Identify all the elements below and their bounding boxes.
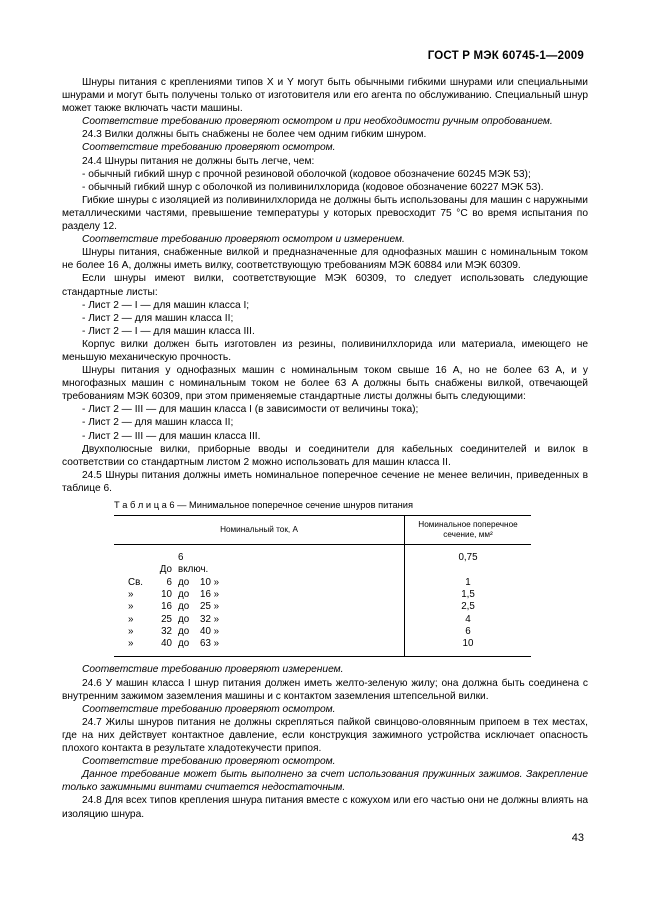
list-item: - Лист 2 — I — для машин класса III. bbox=[82, 325, 255, 337]
clause-24-6: 24.6 У машин класса I шнур питания должен иметь желто-зеленую жилу; она должна быть соединена с внутренним зажимом заземления машины и с контактом заземления штепсельной вилки. bbox=[62, 677, 588, 702]
current-range-part: 16 bbox=[161, 601, 172, 613]
current-range-part: 6 bbox=[166, 576, 172, 588]
table-row bbox=[114, 577, 531, 589]
page-number: 43 bbox=[571, 832, 584, 844]
current-range-part: 63 » bbox=[200, 638, 220, 650]
current-range-part: до bbox=[178, 625, 190, 637]
clause-24-5: 24.5 Шнуры питания должны иметь номинальное поперечное сечение не менее величин, приведенных в таблице 6. bbox=[62, 469, 588, 494]
page-body bbox=[62, 76, 588, 821]
current-range-cell bbox=[114, 577, 405, 589]
current-range-part: до bbox=[178, 588, 190, 600]
current-range-part: До bbox=[159, 564, 172, 576]
section-value-cell: 4 bbox=[465, 613, 471, 625]
current-range-cell bbox=[114, 626, 405, 638]
compliance-note: Соответствие требованию проверяют осмотром. bbox=[82, 756, 336, 768]
table-header-section: Номинальное поперечное сечение, мм² bbox=[405, 516, 532, 545]
paragraph: Гибкие шнуры с изоляцией из поливинилхлорида не должны быть использованы для машин с наружными металлическими частями, превышение температуры у которых превосходит 75 °С во время испытания по разделу 12. bbox=[62, 194, 588, 233]
section-value-cell: 10 bbox=[462, 638, 474, 650]
section-value-cell: 2,5 bbox=[461, 601, 475, 613]
current-range-part: » bbox=[128, 601, 134, 613]
current-range-part: 6 включ. bbox=[178, 552, 209, 576]
clause-24-7: 24.7 Жилы шнуров питания не должны скрепляться пайкой свинцово-оловянным припоем в тех местах, где на них действует контактное давление, если конструкция зажимного устройства исключает опасность плохого контакта в результате хладотекучести припоя. bbox=[62, 716, 588, 755]
table-body bbox=[114, 552, 531, 650]
current-range-part: до bbox=[178, 638, 190, 650]
current-range-part: » bbox=[128, 638, 134, 650]
current-range-cell bbox=[114, 589, 405, 601]
section-value-cell: 1,5 bbox=[461, 588, 475, 600]
note-paragraph: Данное требование может быть выполнено за счет использования пружинных зажимов. Закрепление только зажимными винтами считается недостаточным. bbox=[62, 769, 588, 794]
list-item: - Лист 2 — III — для машин класса III. bbox=[82, 430, 261, 442]
compliance-note: Соответствие требованию проверяют осмотром и измерением. bbox=[82, 234, 405, 246]
current-range-part: » bbox=[128, 588, 134, 600]
clause-24-4: 24.4 Шнуры питания не должны быть легче, чем: bbox=[82, 155, 315, 167]
current-range-cell bbox=[114, 601, 405, 613]
current-range-part: до bbox=[178, 576, 190, 588]
current-range-cell bbox=[114, 552, 405, 577]
list-item: - Лист 2 — для машин класса II; bbox=[82, 312, 234, 324]
clause-24-3: 24.3 Вилки должны быть снабжены не более чем одним гибким шнуром. bbox=[82, 129, 427, 141]
table-6 bbox=[114, 515, 531, 657]
table-header-current: Номинальный ток, А bbox=[114, 516, 405, 545]
current-range-cell bbox=[114, 638, 405, 650]
list-item: - обычный гибкий шнур с оболочкой из поливинилхлорида (кодовое обозначение 60227 МЭК 53). bbox=[82, 181, 544, 193]
section-value-cell: 1 bbox=[465, 576, 471, 588]
current-range-part: Св. bbox=[128, 576, 144, 588]
paragraph: Шнуры питания, снабженные вилкой и предназначенные для однофазных машин с номинальным током не более 16 А, должны иметь вилку, соответствующую требованиям МЭК 60884 или МЭК 60309. bbox=[62, 247, 588, 272]
current-range-part: » bbox=[128, 613, 134, 625]
current-range-part: 16 » bbox=[200, 588, 220, 600]
paragraph: Шнуры питания с креплениями типов X и Y могут быть обычными гибкими шнурами или специальными шнурами и могут быть получены только от изготовителя или его агента по обслуживанию. Специальный шнур может также включать части машины. bbox=[62, 77, 588, 115]
list-item: - Лист 2 — для машин класса II; bbox=[82, 417, 234, 429]
paragraph: Двухполюсные вилки, приборные вводы и соединители для кабельных соединителей и вилок в соответствии со стандартным листом 2 можно использовать для машин класса II. bbox=[62, 443, 588, 468]
current-range-part: 32 » bbox=[200, 613, 220, 625]
current-range-cell bbox=[114, 614, 405, 626]
current-range-part: 10 bbox=[161, 588, 172, 600]
current-range-part: 32 bbox=[161, 625, 172, 637]
table-row bbox=[114, 638, 531, 650]
current-range-part: 40 bbox=[161, 638, 172, 650]
current-range-part: до bbox=[178, 613, 190, 625]
paragraph: Корпус вилки должен быть изготовлен из резины, поливинилхлорида или материала, имеющего не меньшую механическую прочность. bbox=[62, 338, 588, 363]
compliance-note: Соответствие требованию проверяют измерением. bbox=[82, 664, 344, 676]
page-header: ГОСТ Р МЭК 60745-1—2009 bbox=[427, 50, 584, 62]
paragraph: Шнуры питания у однофазных машин с номинальным током свыше 16 А, но не более 63 А, и у многофазных машин с номинальным током не более 63 А должны быть снабжены вилкой, отвечающей требованиям МЭК 60309, при этом применяемые стандартные листы должны быть следующими: bbox=[62, 365, 588, 403]
list-item: - Лист 2 — III — для машин класса I (в зависимости от величины тока); bbox=[82, 404, 419, 416]
current-range-part: 40 » bbox=[200, 625, 220, 637]
clause-24-8: 24.8 Для всех типов крепления шнура питания вместе с кожухом или его частью они не должны влиять на изоляцию шнура. bbox=[62, 795, 588, 820]
table-row bbox=[114, 589, 531, 601]
compliance-note: Соответствие требованию проверяют осмотром и при необходимости ручным опробованием. bbox=[82, 116, 553, 128]
section-value-cell: 0,75 bbox=[458, 552, 478, 564]
current-range-part: 10 » bbox=[200, 576, 220, 588]
current-range-part: до bbox=[178, 601, 190, 613]
table-row bbox=[114, 614, 531, 626]
list-item: - обычный гибкий шнур с прочной резиновой оболочкой (кодовое обозначение 60245 МЭК 53); bbox=[82, 168, 531, 180]
table-caption: Т а б л и ц а 6 — Минимальное поперечное сечение шнуров питания bbox=[114, 500, 414, 510]
current-range-part: 25 » bbox=[200, 601, 220, 613]
paragraph: Если шнуры имеют вилки, соответствующие МЭК 60309, то следует использовать следующие стандартные листы: bbox=[62, 273, 588, 298]
section-value-cell: 6 bbox=[465, 625, 471, 637]
list-item: - Лист 2 — I — для машин класса I; bbox=[82, 299, 250, 311]
table-row bbox=[114, 552, 531, 577]
current-range-part: » bbox=[128, 625, 134, 637]
table-row bbox=[114, 601, 531, 613]
table-row bbox=[114, 626, 531, 638]
compliance-note: Соответствие требованию проверяют осмотром. bbox=[82, 142, 336, 154]
compliance-note: Соответствие требованию проверяют осмотром. bbox=[82, 703, 336, 715]
current-range-part: 25 bbox=[161, 613, 172, 625]
